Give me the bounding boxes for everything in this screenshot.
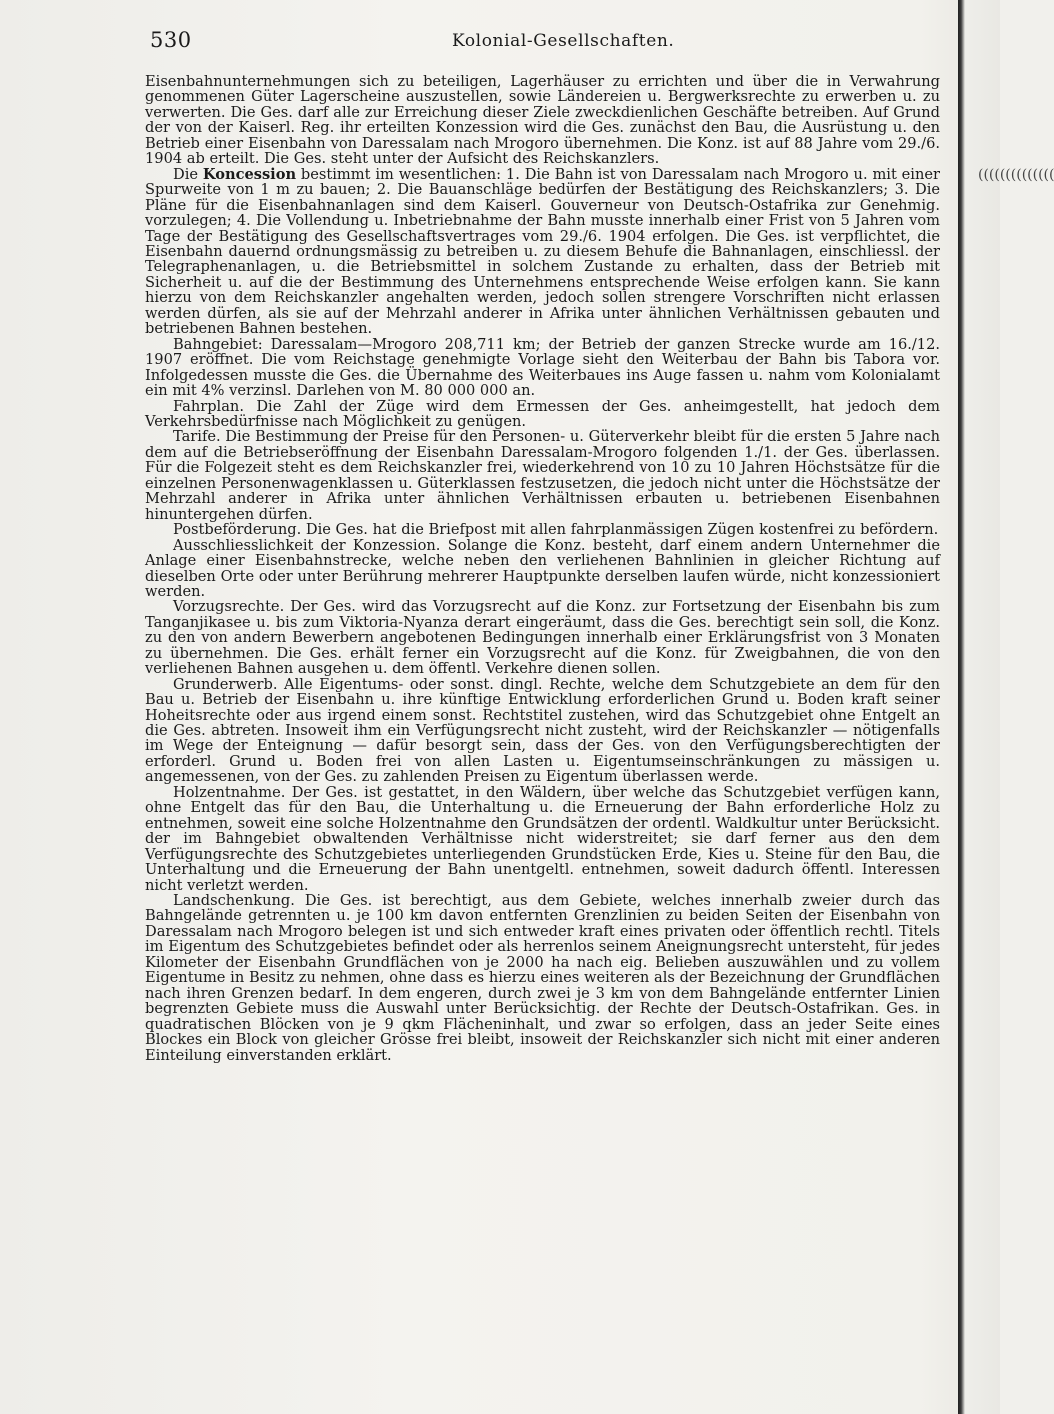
paragraph-text: Landschenkung. Die Ges. ist berechtigt, aus dem Gebiete, welches innerhalb zweier durch das Bahngelände getrennten u. je 100 km davon entfernten Grenzlinien zu beiden Seiten der Eisenbahn von Daressalam nach Mrogoro belegen ist und sich entweder kraft eines privaten oder öffentlich rechtl. Titels im Eigentum des Schutzgebietes befindet oder als herrenlos seinem Aneignungsrecht untersteht, für jedes Kilometer der Eisenbahn Grundflächen von je 2000 ha nach eig. Belieben auszuwählen und zu vollem Eigentume in Besitz zu nehmen, ohne dass es hierzu eines weiteren als der Bezeichnung der Grundflächen nach ihren Grenzen bedarf. In dem engeren, durch zwei je 3 km von dem Bahngelände entfernter Linien begrenzten Gebiete muss die Auswahl unter Berücksichtig. der Rechte der Deutsch-Ostafrikan. Ges. in quadratischen Blöcken von je 9 qkm Flächeninhalt, und zwar so erfolgen, dass an jeder Seite eines Blockes ein Block von gleicher Grösse frei bleibt, insoweit der Reichskanzler sich nicht mit einer anderen Einteilung einverstanden erklärt.: [145, 892, 940, 1064]
paragraph-holzentnahme: [145, 785, 940, 893]
paragraph: [145, 74, 940, 167]
running-head: Kolonial-Gesellschaften.: [452, 31, 675, 51]
page-header: [150, 28, 940, 54]
body-text: [145, 74, 940, 1374]
paragraph-tarife: [145, 429, 940, 522]
paragraph-text: Tarife. Die Bestimmung der Preise für den Personen- u. Güterverkehr bleibt für die ersten 5 Jahre nach dem auf die Betriebseröffnung der Eisenbahn Daressalam-Mrogoro folgenden 1./1. der Ges. überlassen. Für die Folgezeit steht es dem Reichskanzler frei, wiederkehrend von 10 zu 10 Jahren Höchstsätze für die einzelnen Personenwagenklassen u. Güterklassen festzusetzen, die jedoch nicht unter die Höchstsätze der Mehrzahl anderer in Afrika unter ähnlichen Verhältnissen erbauten u. betriebenen Eisenbahnen hinuntergehen dürfen.: [145, 428, 940, 523]
paragraph-text: bestimmt im wesentlichen: 1. Die Bahn ist von Daressalam nach Mrogoro u. mit einer Spurweite von 1 m zu bauen; 2. Die Bauanschläge bedürfen der Bestätigung des Reichskanzlers; 3. Die Pläne für die Eisenbahnanlagen sind dem Kaiserl. Gouverneur von Deutsch-Ostafrika zur Genehmig. vorzulegen; 4. Die Vollendung u. Inbetriebnahme der Bahn musste innerhalb einer Frist von 5 Jahren vom Tage der Bestätigung des Gesellschaftsvertrages vom 29./6. 1904 erfolgen. Die Ges. ist verpflichtet, die Eisenbahn dauernd ordnungsmässig zu betreiben u. zu diesem Behufe die Bahnanlagen, einschliessl. der Telegraphenanlagen, u. die Betriebsmittel in solchem Zustande zu erhalten, dass der Betrieb mit Sicherheit u. auf die der Bestimmung des Unternehmens entsprechende Weise erfolgen kann. Sie kann hierzu von dem Reichskanzler angehalten werden, jedoch sollen strengere Vorschriften nicht erlassen werden dürfen, als sie auf der Mehrzahl anderer in Afrika unter ähnlichen Verhältnissen gebauten und betriebenen Bahnen bestehen.: [145, 165, 940, 338]
paragraph-grunderwerb: [145, 677, 940, 785]
paragraph-text: Bahngebiet: Daressalam—Mrogoro 208,711 km; der Betrieb der ganzen Strecke wurde am 16./12. 1907 eröffnet. Die vom Reichstage genehmigte Vorlage sieht den Weiterbau der Bahn bis Tabora vor. Infolgedessen musste die Ges. die Übernahme des Weiterbaues ins Auge fassen u. nahm vom Kolonialamt ein mit 4% verzinsl. Darlehen von M. 80 000 000 an.: [145, 335, 940, 400]
paragraph-text: Fahrplan. Die Zahl der Züge wird dem Ermessen der Ges. anheimgestellt, hat jedoch dem Verkehrsbedürfnisse nach Möglichkeit zu genügen.: [145, 397, 940, 430]
paragraph-postbefoerderung: [145, 522, 940, 537]
paragraph-text: Eisenbahnunternehmungen sich zu beteiligen, Lagerhäuser zu errichten und über die in Verwahrung genommenen Güter Lagerscheine auszustellen, sowie Ländereien u. Bergwerksrechte zu erwerben u. zu verwerten. Die Ges. darf alle zur Erreichung dieser Ziele zweckdienlichen Geschäfte betreiben. Auf Grund der von der Kaiserl. Reg. ihr erteilten Konzession wird die Ges. zunächst den Bau, die Ausrüstung u. den Betrieb einer Eisenbahn von Daressalam nach Mrogoro übernehmen. Die Konz. ist auf 88 Jahre vom 29./6. 1904 ab erteilt. Die Ges. steht unter der Aufsicht des Reichskanzlers.: [145, 73, 940, 168]
page-number: 530: [150, 28, 192, 52]
paragraph-ausschliesslichkeit: [145, 538, 940, 600]
paragraph-text: Holzentnahme. Der Ges. ist gestattet, in den Wäldern, über welche das Schutzgebiet verfügen kann, ohne Entgelt das für den Bau, die Unterhaltung u. die Erneuerung der Bahn erforderliche Holz zu entnehmen, soweit eine solche Holzentnahme den Grundsätzen der ordentl. Waldkultur unter Berücksicht. der im Bahngebiet obwaltenden Verhältnisse nicht widerstreitet; sie darf ferner aus den dem Verfügungsrechte des Schutzgebietes unterliegenden Grundstücken Erde, Kies u. Steine für den Bau, die Unterhaltung und die Erneuerung der Bahn unentgeltl. entnehmen, soweit dadurch öffentl. Interessen nicht verletzt werden.: [145, 783, 940, 894]
paragraph-landschenkung: [145, 893, 940, 1063]
adjacent-page-fragment: ((((((((((((((: [978, 167, 1054, 183]
paragraph-bahngebiet: [145, 337, 940, 399]
paragraph-text: Vorzugsrechte. Der Ges. wird das Vorzugsrecht auf die Konz. zur Fortsetzung der Eisenbahn bis zum Tanganjikasee u. bis zum Viktoria-Nyanza derart eingeräumt, dass die Ges. berechtigt sein soll, die Konz. zu den von andern Bewerbern angebotenen Bedingungen innerhalb einer Erklärungsfrist von 3 Monaten zu übernehmen. Die Ges. erhält ferner ein Vorzugsrecht auf die Konz. für Zweigbahnen, die von den verliehenen Bahnen ausgehen u. dem öffentl. Verkehre dienen sollen.: [145, 598, 940, 678]
paragraph-vorzugsrechte: [145, 599, 940, 676]
paragraph-fahrplan: [145, 399, 940, 430]
paragraph-text: Postbeförderung. Die Ges. hat die Briefpost mit allen fahrplanmässigen Zügen kostenfrei zu befördern.: [173, 521, 939, 539]
paragraph-lead: Die: [173, 165, 203, 183]
paragraph-koncession: [145, 167, 940, 337]
keyword-koncession: Koncession: [202, 165, 297, 183]
paragraph-text: Grunderwerb. Alle Eigentums- oder sonst. dingl. Rechte, welche dem Schutzgebiete an dem für den Bau u. Betrieb der Eisenbahn u. ihre künftige Entwicklung erforderlichen Grund u. Boden kraft seiner Hoheitsrechte oder aus irgend einem sonst. Rechtstitel zustehen, wird das Schutzgebiet ohne Entgelt an die Ges. abtreten. Insoweit ihm ein Verfügungsrecht nicht zusteht, wird der Reichskanzler — nötigenfalls im Wege der Enteignung — dafür besorgt sein, dass der Ges. von den Verfügungsberechtigten der erforderl. Grund u. Boden frei von allen Lasten u. Eigentumseinschränkungen zu mässigen u. angemessenen, von der Ges. zu zahlenden Preisen zu Eigentum überlassen werde.: [145, 675, 940, 786]
paragraph-text: Ausschliesslichkeit der Konzession. Solange die Konz. besteht, darf einem andern Unternehmer die Anlage einer Eisenbahnstrecke, welche neben den verliehenen Bahnlinien in gleicher Richtung auf dieselben Orte oder unter Berührung mehrerer Hauptpunkte derselben laufen würde, nicht konzessioniert werden.: [145, 536, 940, 600]
